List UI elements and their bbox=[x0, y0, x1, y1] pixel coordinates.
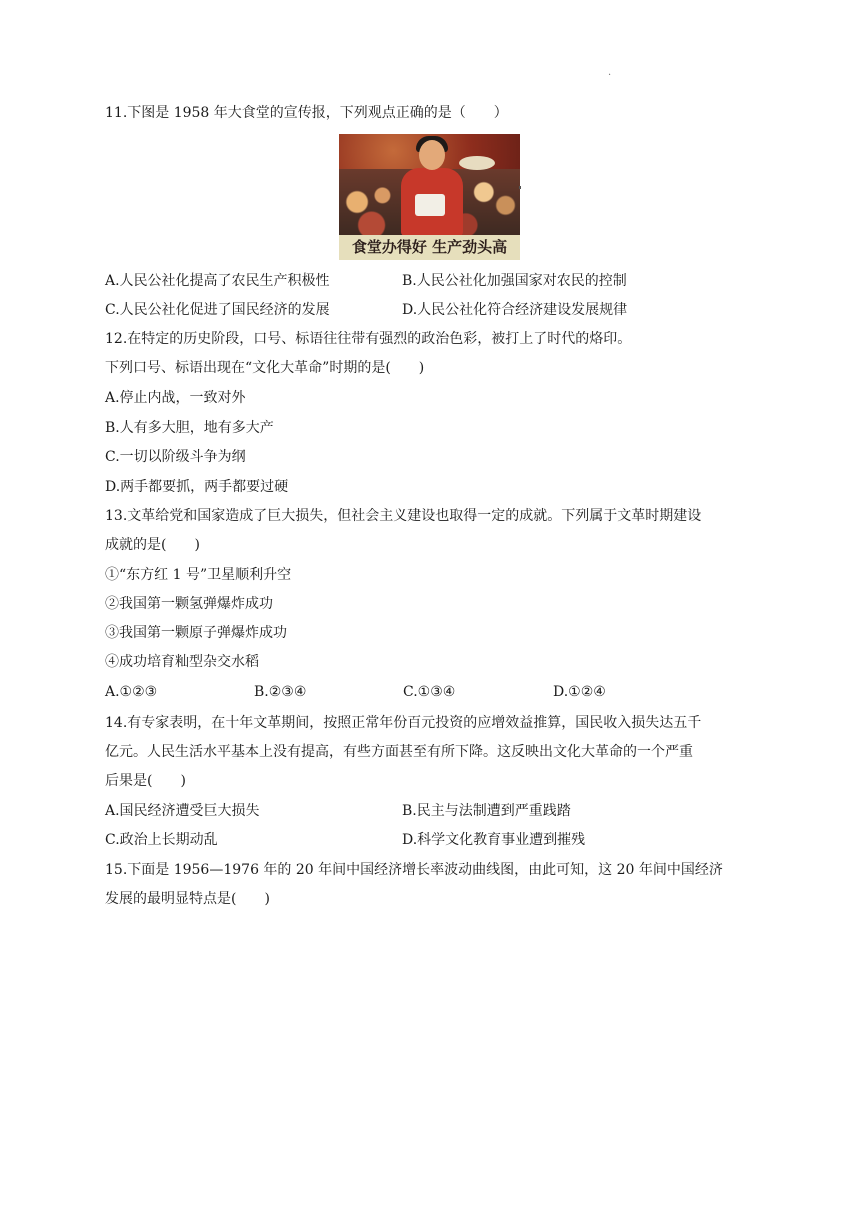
q15-stem-line1: 15.下面是 1956—1976 年的 20 年间中国经济增长率波动曲线图，由此可知，这 20 年间中国经济 bbox=[105, 862, 723, 878]
q14-option-c: C.政治上长期动乱 bbox=[105, 832, 218, 848]
q11-option-a: A.人民公社化提高了农民生产积极性 bbox=[105, 273, 330, 289]
decorative-dot: · bbox=[608, 70, 612, 81]
q12-stem-line2: 下列口号、标语出现在“文化大革命”时期的是( ) bbox=[105, 360, 425, 376]
q14-option-a: A.国民经济遭受巨大损失 bbox=[105, 803, 260, 819]
q14-stem-line3: 后果是( ) bbox=[105, 773, 186, 789]
q13-option-c: C.①③④ bbox=[403, 684, 456, 700]
q12-stem-line1: 12.在特定的历史阶段，口号、标语往往带有强烈的政治色彩，被打上了时代的烙印。 bbox=[105, 331, 632, 347]
q13-option-d: D.①②④ bbox=[553, 684, 606, 700]
q13-stem-line2: 成就的是( ) bbox=[105, 537, 200, 553]
q11-stem: 11.下图是 1958 年大食堂的宣传报，下列观点正确的是（ ） bbox=[105, 105, 508, 121]
q14-option-b: B.民主与法制遭到严重践踏 bbox=[402, 803, 571, 819]
poster-caption: 食堂办得好 生产劲头高 bbox=[351, 238, 508, 256]
q13-item-4: ④成功培育籼型杂交水稻 bbox=[105, 654, 259, 670]
q14-stem-line2: 亿元。人民生活水平基本上没有提高，有些方面甚至有所下降。这反映出文化大革命的一个严重 bbox=[105, 744, 693, 760]
q11-option-c: C.人民公社化促进了国民经济的发展 bbox=[105, 302, 330, 318]
q13-item-1: ①“东方红 1 号”卫星顺利升空 bbox=[105, 567, 292, 583]
q12-option-a: A.停止内战，一致对外 bbox=[105, 390, 246, 406]
q13-item-3: ③我国第一颗原子弹爆炸成功 bbox=[105, 625, 287, 641]
q11-option-b: B.人民公社化加强国家对农民的控制 bbox=[402, 273, 627, 289]
q14-stem-line1: 14.有专家表明，在十年文革期间，按照正常年份百元投资的应增效益推算，国民收入损失达五千 bbox=[105, 715, 702, 731]
q13-stem-line1: 13.文革给党和国家造成了巨大损失，但社会主义建设也取得一定的成就。下列属于文革时期建设 bbox=[105, 508, 702, 524]
q12-option-d: D.两手都要抓，两手都要过硬 bbox=[105, 479, 289, 495]
q12-option-b: B.人有多大胆，地有多大产 bbox=[105, 420, 274, 436]
q11-option-d: D.人民公社化符合经济建设发展规律 bbox=[402, 302, 628, 318]
q13-item-2: ②我国第一颗氢弹爆炸成功 bbox=[105, 596, 273, 612]
q15-stem-line2: 发展的最明显特点是( ) bbox=[105, 891, 270, 907]
small-mark bbox=[519, 186, 521, 189]
q12-option-c: C.一切以阶级斗争为纲 bbox=[105, 449, 246, 465]
propaganda-poster-image bbox=[339, 134, 520, 260]
q13-option-a: A.①②③ bbox=[105, 684, 158, 700]
q14-option-d: D.科学文化教育事业遭到摧残 bbox=[402, 832, 586, 848]
q13-option-b: B.②③④ bbox=[254, 684, 307, 700]
